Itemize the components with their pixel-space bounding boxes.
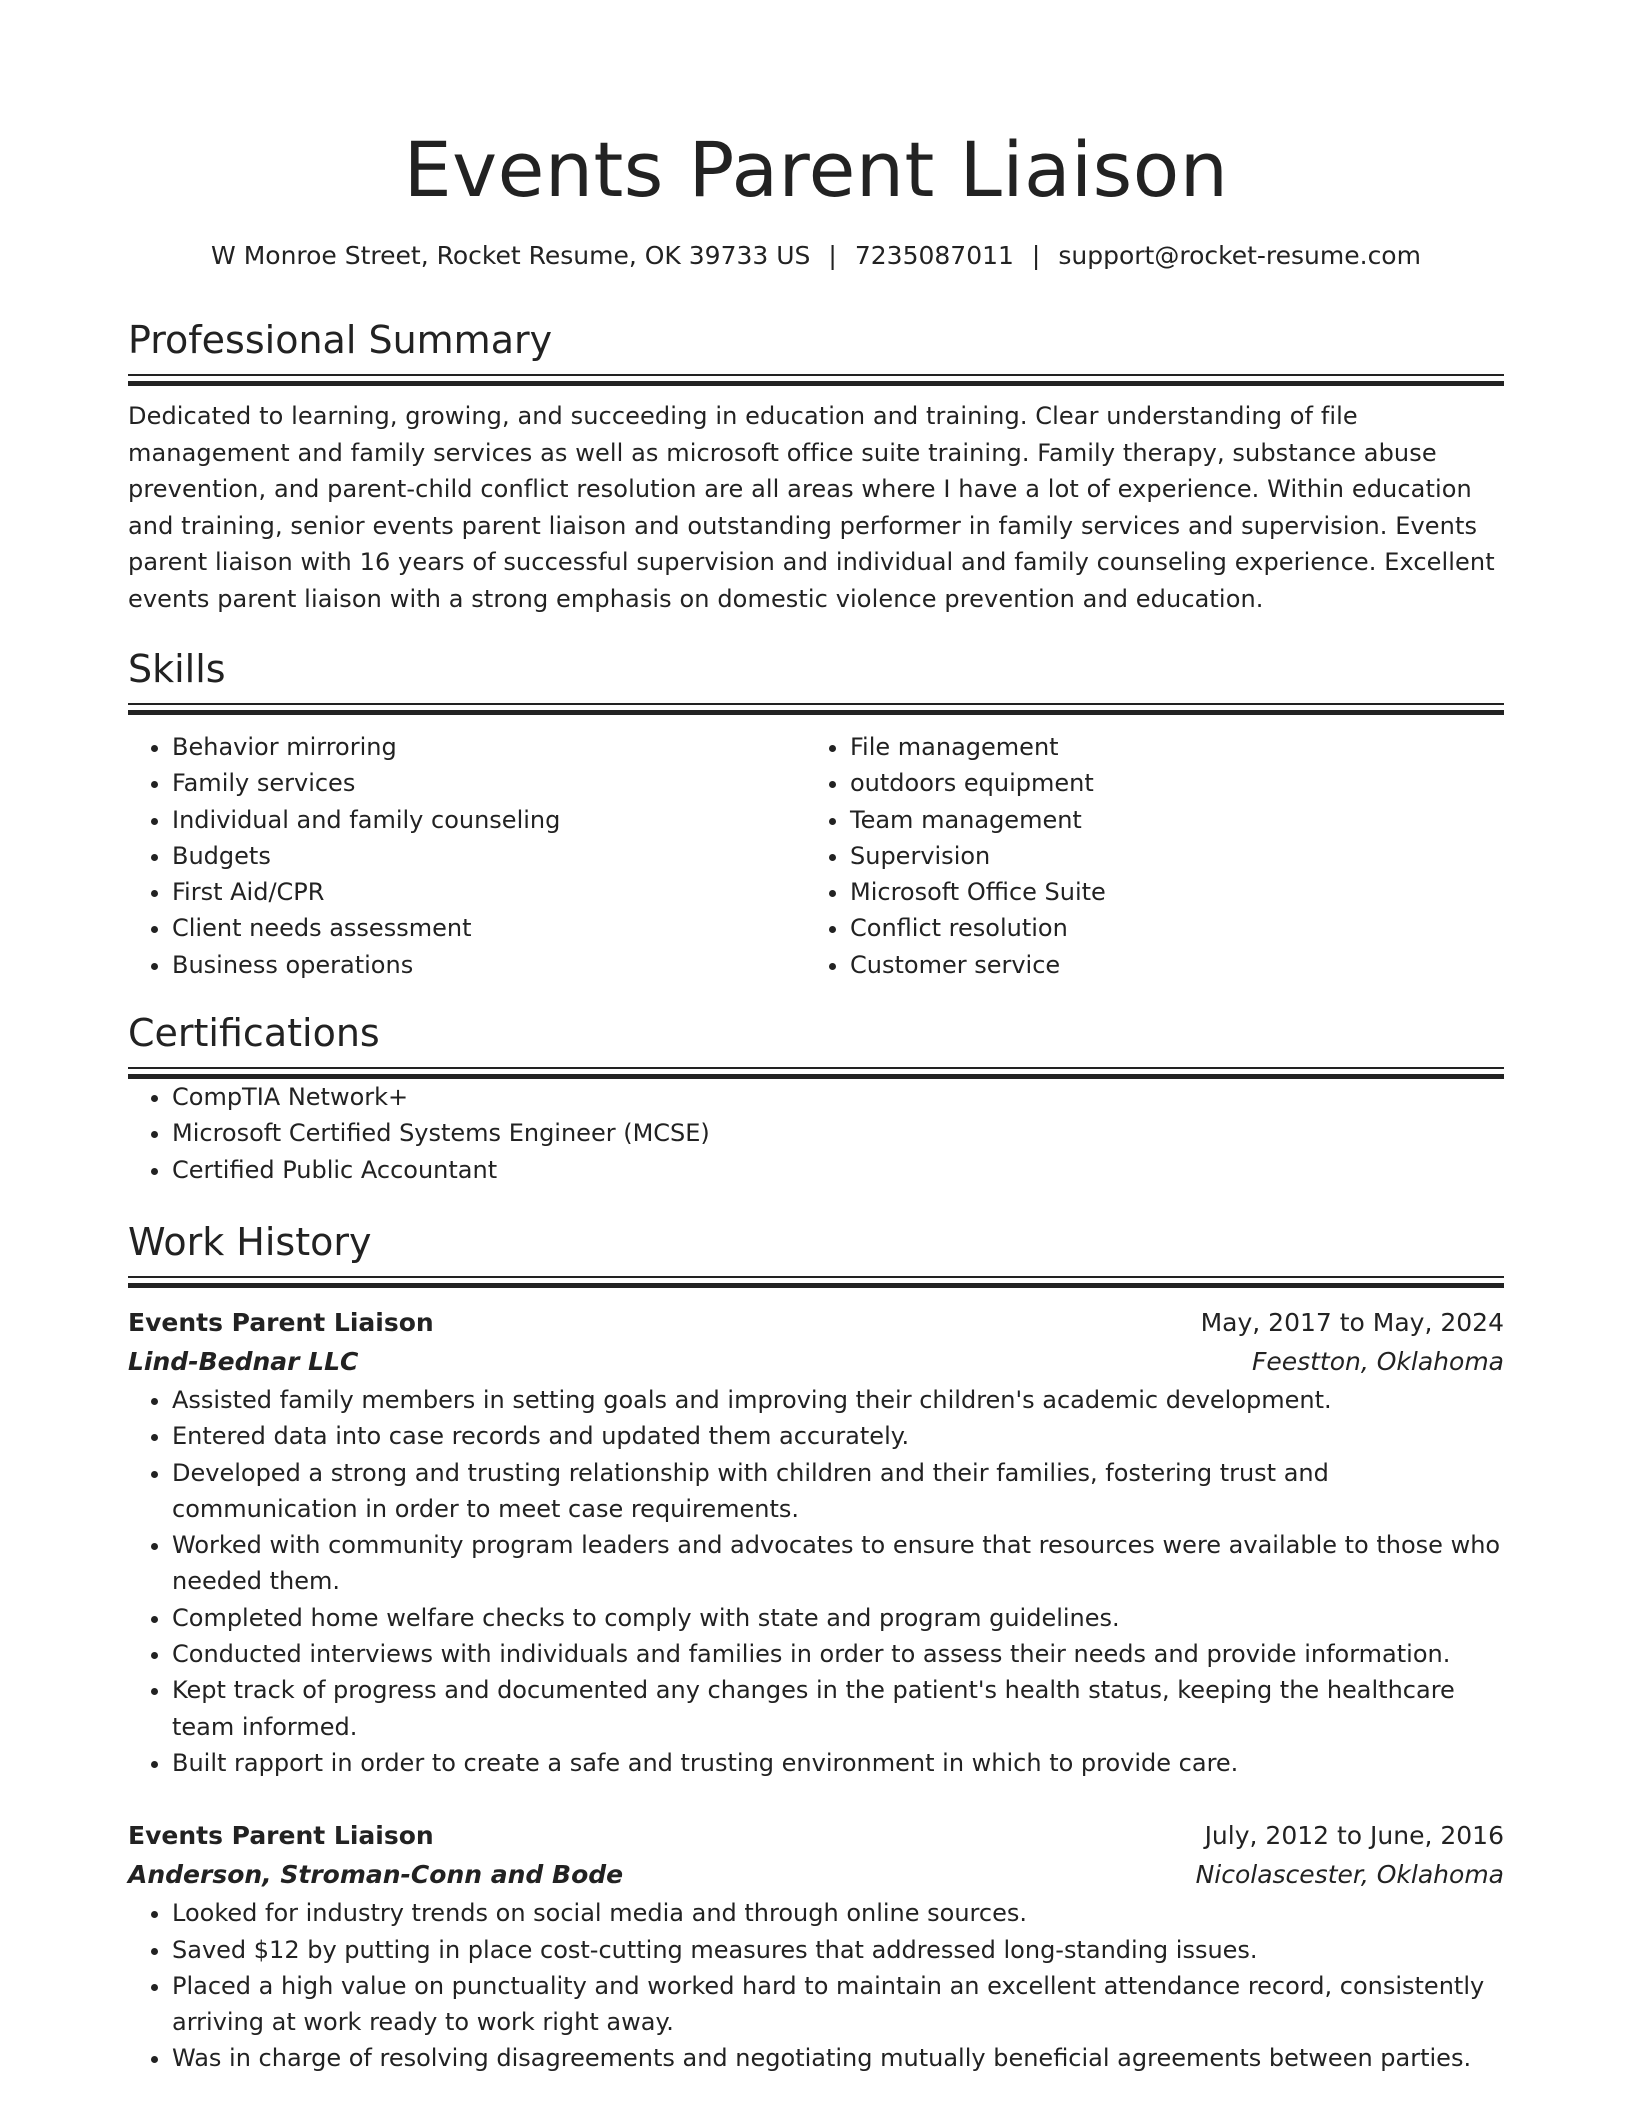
contact-email[interactable]: support@rocket-resume.com — [1058, 241, 1421, 270]
job-duty: • Kept track of progress and documented any changes in the patient's health status, keeping the healthcare team informed. — [172, 1672, 1504, 1745]
skill-item: • Customer service — [850, 947, 1484, 983]
job-duty: • Developed a strong and trusting relationship with children and their families, fostering trust and communication in order to meet case requirements. — [172, 1455, 1504, 1528]
certification-item: • Certified Public Accountant — [172, 1152, 1504, 1188]
section-title-certifications: Certifications — [128, 1011, 380, 1056]
skills-section — [128, 645, 1504, 983]
summary-text: Dedicated to learning, growing, and succeeding in education and training. Clear understanding of file management and family services as well as microsoft office suite training. Family therapy, substance abuse prevention, and parent-child conflict resolution are all areas where I have a lot of experience. Within education and training, senior events parent liaison and outstanding performer in family services and supervision. Events parent liaison with 16 years of successful supervision and individual and family counseling experience. Excellent events parent liaison with a strong emphasis on domestic violence prevention and education. — [128, 402, 1495, 613]
job-duty: • Worked with community program leaders and advocates to ensure that resources were available to those who needed them. — [172, 1527, 1504, 1600]
section-divider — [128, 374, 1504, 386]
skill-item: • File management — [850, 729, 1484, 765]
skill-item: • Behavior mirroring — [172, 729, 806, 765]
job-location: Nicolascester, Oklahoma — [1195, 1860, 1504, 1890]
contact-separator: | — [828, 241, 837, 270]
skill-item: • Business operations — [172, 947, 806, 983]
summary-section — [128, 316, 1504, 617]
skill-item: • First Aid/CPR — [172, 874, 806, 910]
certification-item: • Microsoft Certified Systems Engineer (MCSE) — [172, 1115, 1504, 1151]
skills-columns — [128, 729, 1504, 983]
skill-item: • Supervision — [850, 838, 1484, 874]
skill-item: • Family services — [172, 765, 806, 801]
job-duties-list — [128, 1382, 1504, 1781]
certifications-section — [128, 1009, 1504, 1188]
job-header-row — [128, 1304, 1504, 1342]
resume-page — [128, 0, 1504, 2077]
job-header-row — [128, 1817, 1504, 1855]
section-title-summary: Professional Summary — [128, 318, 553, 362]
job-duty: • Looked for industry trends on social media and through online sources. — [172, 1895, 1504, 1931]
job-company-row — [128, 1342, 1504, 1382]
work-history-section — [128, 1218, 1504, 2077]
job-entry — [128, 1817, 1504, 2076]
job-duty: • Saved $12 by putting in place cost-cutting measures that addressed long-standing issues. — [172, 1932, 1504, 1968]
section-title-skills: Skills — [128, 647, 226, 691]
contact-separator: | — [1031, 241, 1041, 270]
certification-item: • CompTIA Network+ — [172, 1079, 1504, 1115]
job-duty: • Assisted family members in setting goals and improving their children's academic development. — [172, 1382, 1504, 1418]
job-duty: • Conducted interviews with individuals and families in order to assess their needs and provide information. — [172, 1636, 1504, 1672]
job-duty: • Built rapport in order to create a safe and trusting environment in which to provide care. — [172, 1745, 1504, 1781]
job-duty: • Completed home welfare checks to comply with state and program guidelines. — [172, 1600, 1504, 1636]
contact-line — [128, 238, 1504, 274]
contact-phone: 7235087011 — [854, 241, 1014, 270]
job-entry — [128, 1304, 1504, 1781]
skill-item: • Client needs assessment — [172, 910, 806, 946]
job-company-row — [128, 1855, 1504, 1895]
job-duties-list — [128, 1895, 1504, 2076]
skills-column-left — [128, 729, 806, 983]
section-title-work-history: Work History — [128, 1219, 372, 1264]
skill-item: • Microsoft Office Suite — [850, 874, 1484, 910]
job-dates: May, 2017 to May, 2024 — [1200, 1307, 1504, 1337]
resume-name: Events Parent Liaison — [403, 125, 1229, 214]
skill-item: • outdoors equipment — [850, 765, 1484, 801]
skills-list-right — [806, 729, 1484, 983]
section-divider — [128, 1276, 1504, 1288]
contact-address: W Monroe Street, Rocket Resume, OK 39733 US — [211, 241, 811, 270]
certifications-list — [128, 1079, 1504, 1188]
skill-item: • Budgets — [172, 838, 806, 874]
section-divider — [128, 1067, 1504, 1079]
skills-list-left — [128, 729, 806, 983]
job-dates: July, 2012 to June, 2016 — [1204, 1821, 1504, 1851]
skill-item: • Team management — [850, 802, 1484, 838]
skill-item: • Individual and family counseling — [172, 802, 806, 838]
job-title: Events Parent Liaison — [128, 1821, 434, 1851]
skill-item: • Conflict resolution — [850, 910, 1484, 946]
job-duty: • Placed a high value on punctuality and worked hard to maintain an excellent attendance record, consistently arriving at work ready to work right away. — [172, 1968, 1504, 2041]
job-company: Anderson, Stroman-Conn and Bode — [128, 1860, 624, 1890]
job-company: Lind-Bednar LLC — [128, 1346, 359, 1376]
section-divider — [128, 703, 1504, 715]
job-duty: • Entered data into case records and updated them accurately. — [172, 1418, 1504, 1454]
job-location: Feestton, Oklahoma — [1251, 1346, 1504, 1376]
skills-column-right — [806, 729, 1484, 983]
job-title: Events Parent Liaison — [128, 1307, 434, 1337]
job-duty: • Was in charge of resolving disagreements and negotiating mutually beneficial agreements between parties. — [172, 2040, 1504, 2076]
